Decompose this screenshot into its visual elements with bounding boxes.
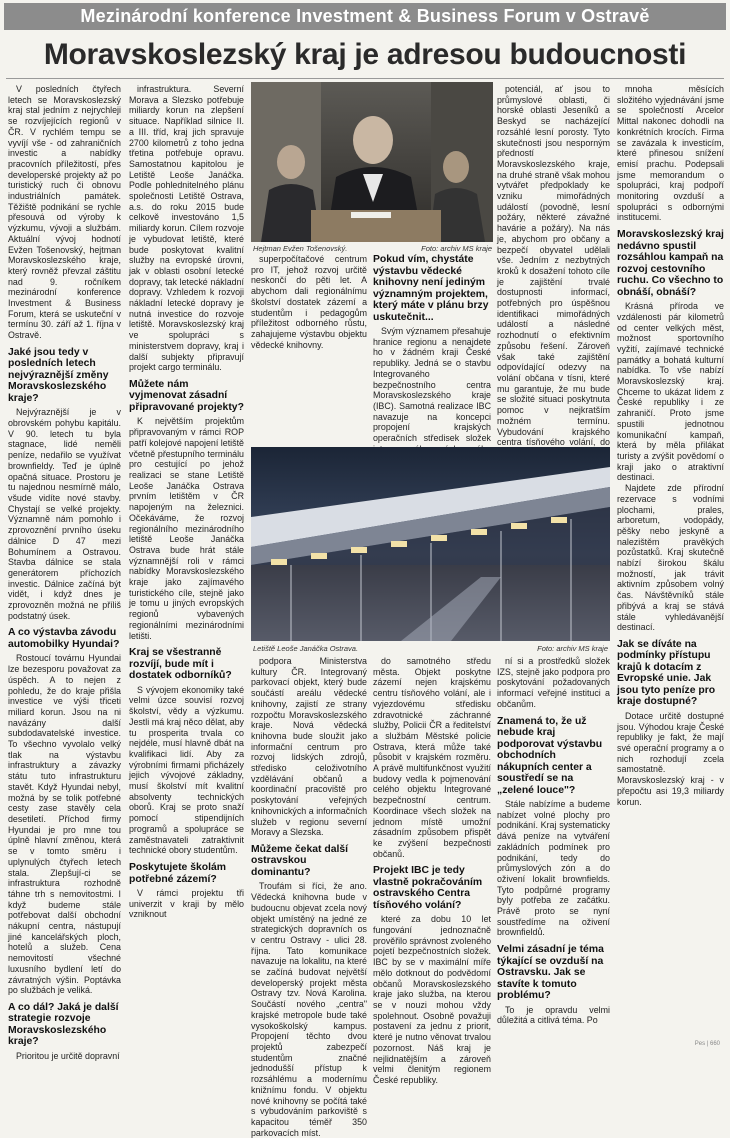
body-paragraph: superpočítačové centrum pro IT, jehož rozvoj určitě neskončí do pěti let. A abychom dali regionálnímu školství dostatek zázemí a studentům i pedagogům příležitost odborného růstu, zahajujeme výstavbu objektu vědecké knihovny. [251, 254, 367, 350]
article-column-2 [129, 84, 244, 1044]
answer-paragraph: Stále nabízíme a budeme nabízet volné plochy pro podnikání. Kraj systematicky dává peníze na vytváření zakládních podmínek pro podnikání, tedy do průmyslových zón a do oživení lokalit brownfields. Tyto podpůrné programy byly potřeba ze začátku. Právě proto se nyní soustředíme na oživení brownfieldů. [497, 799, 610, 938]
answer-paragraph: které za dobu 10 let fungování jednoznačně prověřilo správnost zvoleného pojetí bezpečnostních složek. IBC by se v maximální míře mělo dotknout do podvědomí občanů Moravskoslezského kraje jako služba, na kterou se v nouzi mohou vždy spolehnout. Osobně považuji postavení za jednu z priorit, které je nutno věnovat trvalou pozornost. Náš kraj je nejlidnatějším a zároveň velmi členitým regionem České republiky. [373, 914, 491, 1085]
body-paragraph: infrastruktura. Severní Morava a Slezsko potřebuje miliardy korun na zlepšení situace. Například silnice II. a III. tříd, kraj jich spravuje 2700 kilometrů z toho jedna třetina potřebuje opravu. Samostatnou kapitolou je Letiště Leoše Janáčka. Podle pohlednitelného plánu společnosti Letiště Ostrava, a.s. do roku 2015 bude celkově investováno 1,5 miliardy korun. Cílem rozvoje je vybudovat letiště, které bude poskytovat kvalitní služby na evropské úrovni, jak v oblasti osobní letecké dopravy, tak letecké nákladní dopravy. Vzhledem k rozvoji nákladní letecké dopravy je nutná investice do rozvoje letiště. Moravskoslezský kraj ve spolupráci s ministerstvem dopravy, kraj i další subjekty připravují projekt cargo terminálu. [129, 84, 244, 373]
governor-photo-caption: Hejtman Evžen Tošenovský. [253, 244, 348, 253]
article-column-5-bottom [497, 656, 610, 1046]
article-column-4-bottom [373, 656, 491, 1085]
question-heading: Jak se díváte na podmínky přístupu krajů k dotacím z Evropské unie. Jak jsou tyto peníze pro kraje dostupné? [617, 638, 716, 708]
question-heading: A co výstavba závodu automobilky Hyundai? [8, 627, 120, 650]
conference-banner [4, 3, 726, 30]
answer-paragraph: Prioritou je určitě dopravní [16, 1050, 120, 1061]
answer-paragraph: K největším projektům připravovaným v rámci ROP patří kolejové napojení letiště včetně přestupního terminálu pro cestující po jehož realizaci se stane Letiště Leoše Janáčka Ostrava prvním letištěm v ČR napojeným na železnici. Očekáváme, že rozvoj regionálního mezinárodního letiště Leoše Janáčka Ostrava bude hrát stále významnější roli v rámci nabídky Moravskoslezského kraje jako zajímavého turistického cíle, stejně jako je tomu u jiných evropských regionů vybavených regionálními mezinárodními letišti. [129, 416, 244, 641]
question-heading: Moravskoslezský kraj nedávno spustil rozsáhlou kampaň na rozvoj cestovního ruchu. Co všechno to obnáší, obnáší? [617, 229, 724, 298]
body-paragraph: ní si a prostředků složek IZS, stejně jako podpora pro poskytování požadovaných informací veřejné instituci a občanům. [497, 656, 610, 709]
question-heading: Poskytujete školám potřebné zázemí? [129, 862, 227, 885]
answer-paragraph: Rostoucí továrnu Hyundai lze bezesporu považovat za úspěch. A to nejen z pohledu, že do kraje přišla investice ve výši třiceti miliard korun. Jsou na ni navázány další subdodavatelské investice. To všechno vyvolalo velký tlak na výstavbu infrastruktury a závazky státu tuto infrastrukturu stavět. Když Hyundai nebyl, možná by se tolik potřebné cesty zase stavěly cela desetiletí. Příchod firmy Hyundai je pro mne tou úplně hlavní změnou, která se v tomto směru i uplynulých čtyřech letech stala. Zlepšují-ci se infrastruktura rozhodně táhne trh s nemovitostmi. I když budeme stále potřebovat další obchodní nákupní centra, nástupují jiné kancelářských ploch, hotelů a služeb. Cena nemovitostí všechné luxusního bydlení letí do závratných výšin. Poptávka po službách je veliká. [8, 653, 121, 996]
question-heading: Kraj se všestranně rozvíjí, bude mít i dostatek odborníků? [129, 647, 232, 682]
body-paragraph: mnoha měsících složitého vyjednávání jsme se společností Arcelor Mittal nakonec dohodli na konkrétních krocích. Firma se zavázala k investicím, které přinesou snížení emisí prachu. Podepsali jsme memorandum o spolupráci, kraj podpoří monitoring ovzduší a spolupráci s odbornými institucemi. [617, 84, 724, 223]
question-heading: Projekt IBC je tedy vlastně pokračováním ostravského Centra tísňového volání? [373, 865, 483, 911]
answer-paragraph: Troufám si říci, že ano. Vědecká knihovna bude v budoucnu objevat zcela nový objekt umístěný na jedné ze strategických dopravních os v centru Ostravy - ulici 28. října. Tato komunikace navazuje na lokalitu, na které se začíná budovat největší developerský projekt města Ostravy tzv. Nová Karolina. Součástí nového „centra" krajské metropole bude také vysokoškolský kampus. Propojení těchto dvou projektů zabezpečí studentům značné jednodušší přístup k rozsáhlému a modernímu knižnímu fondu. V objektu nové knihovny se počítá také s vybudováním parkoviště s kapacitou téměř 350 parkovacích míst. [251, 881, 367, 1138]
article-column-5-top [497, 84, 610, 448]
article-headline: Moravskoslezský kraj je adresou budoucnosti [43, 38, 687, 71]
article-column-3-bottom [251, 656, 367, 1138]
answer-paragraph: Najdete zde přírodní rezervace s vodními plochami, prales, arboretum, vodopády, pěšky nebo jeskyně a nalezištěm pravěkých pozůstatků. Kraj skutečně nabízí širokou škálu možností, jak trávit aktivním způsobem volný čas. Návštěvníků stále přibývá a kraj se stává stále vyhledávanější destinací. [617, 483, 724, 633]
governor-photo-image [251, 82, 493, 242]
question-heading: Můžeme čekat další ostravskou dominantu? [251, 843, 349, 878]
answer-paragraph: Krásná příroda ve vzdálenosti pár kilometrů od center velkých měst, možnost sportovního vyžití, zajímavé technické památky a bohatá kulturní nabídka. To vše nabízí Moravskoslezský kraj. Chceme to ukázat lidem z České republiky i ze zahraničí. Proto jsme spustili jednotnou komunikační kampaň, která by měla přilákat turisty a zvýšit povědomí o kraji jako o atraktivní destinaci. [617, 301, 724, 483]
question-heading: Pokud vím, chystáte výstavbu vědecké knihovny není jediným významným projektem, který máte v plánu brzy uskutečnit... [373, 254, 489, 323]
question-heading: Můžete nám vyjmenovat zásadní připravované projekty? [129, 378, 244, 413]
headline-divider [6, 78, 724, 79]
article-column-1 [8, 84, 121, 1061]
airport-photo [251, 447, 610, 641]
article-column-4-top [373, 254, 491, 444]
answer-paragraph: Dotace určitě dostupné jsou. Výhodou kraje České republiky je fakt, že mají své operační programy a o nich rozhodují zcela samostatně. Moravskoslezský kraj - v přepočtu asi 19,3 miliardy korun. [617, 710, 724, 807]
question-heading: Jaké jsou tedy v posledních letech nejvýraznější změny Moravskoslezského kraje? [8, 346, 109, 404]
intro-paragraph: V posledních čtyřech letech se Moravskoslezský kraj stal jedním z nejrychleji se rozvíjejících regionů v ČR. V rychlém tempu se vyvíjí vše - od zahraničních investic a nabídky pracovních příležitostí, přes developerské projekty až po turistický ruch či obnovu industriálních památek. Těžiště podnikání se rychle přesouvá od výroby k výzkumu, vývoji a službám. Aktuální vývoj hodnotí Evžen Tošenovský, hejtman Moravskoslezského kraje, který rovněž převzal záštitu nad 9. ročníkem mezinárodní konference Investment & Business Forum, která se uskuteční v termínu 30. září až 1. října v Ostravě. [8, 84, 121, 341]
answer-paragraph: Svým významem přesahuje hranice regionu a nenajdete ho v žádném kraji České republiky. Jedná se o stavbu Integrovaného bezpečnostního centra Moravskoslezského kraje (IBC). Samotná realizace IBC navazuje na koncepci propojení krajských operačních středisek složek [373, 326, 491, 444]
question-heading: A co dál? Jaká je další strategie rozvoje Moravskoslezského kraje? [8, 1001, 119, 1048]
airport-photo-caption: Letiště Leoše Janáčka Ostrava. [253, 644, 359, 653]
body-paragraph: podpora Ministerstva kultury ČR. Integrovaný parkovací objekt, který bude součástí areálu vědecké knihovny, zajistí ze strany rozpočtu Moravskoslezského kraje. Nová vědecká knihovna bude sloužit jako informační centrum pro rozvoj lidských zdrojů, středisko celoživotního vzdělávání občanů a koordinační pracoviště pro poskytování veřejných knihovnických a informačních služeb v regionu severní Moravy a Slezska. [251, 656, 367, 838]
answer-paragraph: Nejvýraznější je v obrovském pohybu kapitálu. V 90. letech tu byla stagnace, lidé neměli peníze, nedařilo se využívat brownfieldy. Teď je úplně opačná situace. Prostoru je tu najednou nesmírně málo, všude vidíte nové stavby. Chystají se velké projekty. Významně nám pomohlo i zprovoznění prvního úseku dálnice D 47 mezi Bohumínem a Ostravou. Stavba dálnice se stala generátorem příchozích investic. Dálnice začíná být vidět, i když dnes je zprovozněn možná ne příliš podstatný úsek. [8, 407, 121, 621]
banner-title: Mezinárodní konference Investment & Business Forum v Ostravě [80, 6, 650, 26]
answer-paragraph: V rámci projektu tři univerzit v kraji by mělo vzniknout [129, 888, 244, 920]
question-heading: Znamená to, že už nebude kraj podporovat výstavbu obchodních nákupních center a soustředí se na „zelené louce"? [497, 715, 603, 796]
airport-photo-image [251, 447, 610, 641]
body-paragraph: potenciál, ať jsou to průmyslové oblasti, či horské oblasti Jeseníků a Beskyd se nacházející rozsáhlé lesní porosty. Tyto skutečnosti jsou nesporným předností Moravskoslezského kraje, na druhé straně však mohou vytvářet předpoklady ke vzniku mimořádných událostí (povodně, lesní požáry, některé závažné havárie a požáry). Na nás je, abychom pro občany a bezpečí obyvatel udělali vše. Jedním z nezbytných kroků k dosažení tohoto cíle je zajištění trvalé dostupnosti informací, potřebných pro úspěšnou identifikaci mimořádných událostí a následné rozhodnutí o efektivním způsobu řešení. Zároveň však také zajištění odpovídající odezvy na volání občana v tísni, které mu garantuje, že mu bude se složité situaci poskytnuta pomoc v nejkratším možném termínu. Vybudování krajského centra tísňového volání, do [497, 84, 610, 448]
body-paragraph: do samotného středu města. Objekt poskytne zázemí nejen krajskému centru tísňového volání, ale i vyjezdovému středisku zdravotnické záchranné služby, Policii ČR a ředitelství a službám Městské policie Ostrava, která může také působit v krajském rozměru. A právě multifunkčnost využití budovy vedla k pojmenování celého objektu Integrované bezpečnostní centrum. Koordinace všech složek na jednom místě umožní zásadním způsobem přispět ke zvýšení bezpečnosti občanů. [373, 656, 491, 859]
answer-paragraph: S vývojem ekonomiky také velmi úzce souvisí rozvoj školství, vědy a výzkumu. Jestli má kraj něco dělat, aby tu prosperita trvala co nejdéle, musí hlavně dbát na kvalifikaci lidí. Aby za výrobními firmami přicházely jejich vývojové základny, musí školství mít kvalitní absolventy technických oborů. Kraj se proto snaží pomocí stipendijních programů a spolupráce se zaměstnavateli zatraktivnit technické obory studentům. [129, 684, 244, 856]
airport-photo-credit: Foto: archiv MS kraje [537, 644, 608, 653]
governor-photo-credit: Foto: archiv MS kraje [421, 244, 492, 253]
article-column-3-top [251, 254, 367, 444]
page-number: Pes | 660 [694, 1041, 720, 1047]
question-heading: Velmi zásadní je téma týkající se ovzduší na Ostravsku. Jak se stavíte k tomuto problému? [497, 944, 604, 1002]
governor-photo [251, 82, 493, 242]
article-column-6 [617, 84, 724, 1044]
answer-paragraph: To je opravdu velmi důležitá a citlivá téma. Po [497, 1004, 610, 1026]
